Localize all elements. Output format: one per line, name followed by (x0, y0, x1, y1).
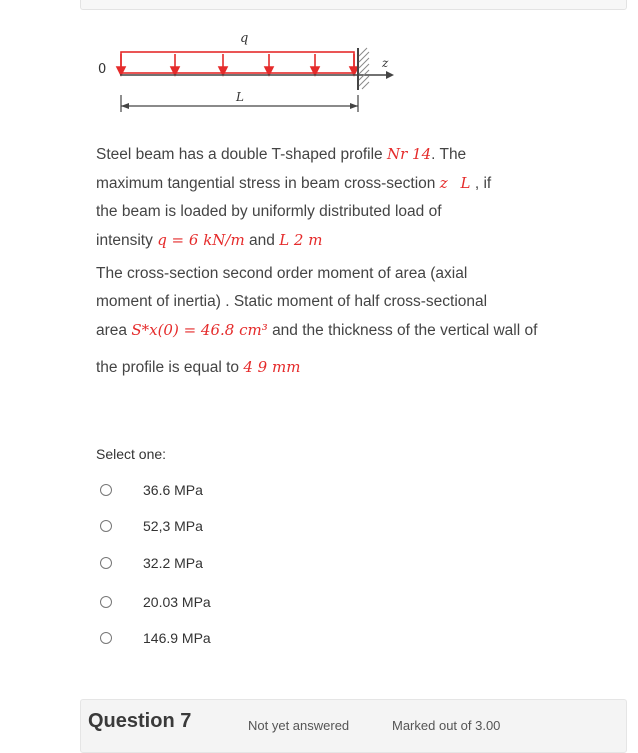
dimension-arrow-left (121, 103, 129, 109)
distributed-load (121, 52, 354, 73)
dimension-arrow-right (350, 103, 358, 109)
text: The cross-section second order moment of area (axial (96, 265, 468, 282)
radio-button[interactable] (100, 484, 112, 496)
select-one-label: Select one: (96, 446, 167, 462)
answer-option[interactable] (100, 553, 203, 573)
option-label[interactable]: 52,3 MPa (143, 518, 203, 534)
origin-label: 0 (98, 62, 107, 77)
text: moment of inertia) . Static moment of half cross-sectional (96, 293, 488, 310)
option-label[interactable]: 32.2 MPa (143, 555, 203, 571)
support-hatching (359, 48, 369, 89)
question-status: Not yet answered (248, 718, 350, 733)
axis-arrowhead (386, 71, 394, 79)
profile-number: Nr 14 (386, 145, 432, 163)
text: Steel beam has a double T-shaped profile (96, 146, 383, 163)
answer-option[interactable] (100, 628, 211, 648)
text: maximum tangential stress in beam cross-section (96, 175, 436, 192)
radio-button[interactable] (100, 557, 112, 569)
length-value: L 2 m (279, 231, 323, 249)
previous-question-panel (80, 0, 627, 10)
z-axis-label: z (382, 56, 389, 70)
wall-thickness: 4 9 mm (243, 358, 301, 376)
text: and (249, 232, 275, 249)
question-text-2 (96, 260, 596, 382)
text: and the thickness of the vertical wall of (272, 322, 538, 339)
text: . The (431, 146, 467, 163)
answer-option[interactable] (100, 516, 203, 536)
load-intensity: q = 6 kN/m (157, 231, 245, 249)
text: area (96, 322, 128, 339)
option-label[interactable]: 146.9 MPa (143, 630, 211, 646)
question-header (80, 699, 627, 753)
question-text-1 (96, 140, 596, 255)
answer-option[interactable] (100, 592, 211, 612)
section-L: L (460, 174, 471, 192)
text: the profile is equal to (96, 359, 240, 376)
radio-button[interactable] (100, 520, 112, 532)
option-label[interactable]: 36.6 MPa (143, 482, 203, 498)
text: , if (474, 175, 492, 192)
section-z: z (439, 174, 448, 192)
question-number: Question 7 (88, 710, 192, 732)
load-arrows (117, 54, 358, 75)
radio-button[interactable] (100, 596, 112, 608)
radio-button[interactable] (100, 632, 112, 644)
static-moment: S*x(0) = 46.8 cm³ (131, 321, 268, 339)
answer-option[interactable] (100, 480, 203, 500)
load-label: q (240, 31, 249, 46)
option-label[interactable]: 20.03 MPa (143, 594, 211, 610)
length-label: L (236, 90, 244, 104)
text: the beam is loaded by uniformly distributed load of (96, 203, 442, 220)
text: intensity (96, 232, 153, 249)
beam-diagram (86, 18, 406, 128)
question-marks: Marked out of 3.00 (392, 718, 501, 733)
